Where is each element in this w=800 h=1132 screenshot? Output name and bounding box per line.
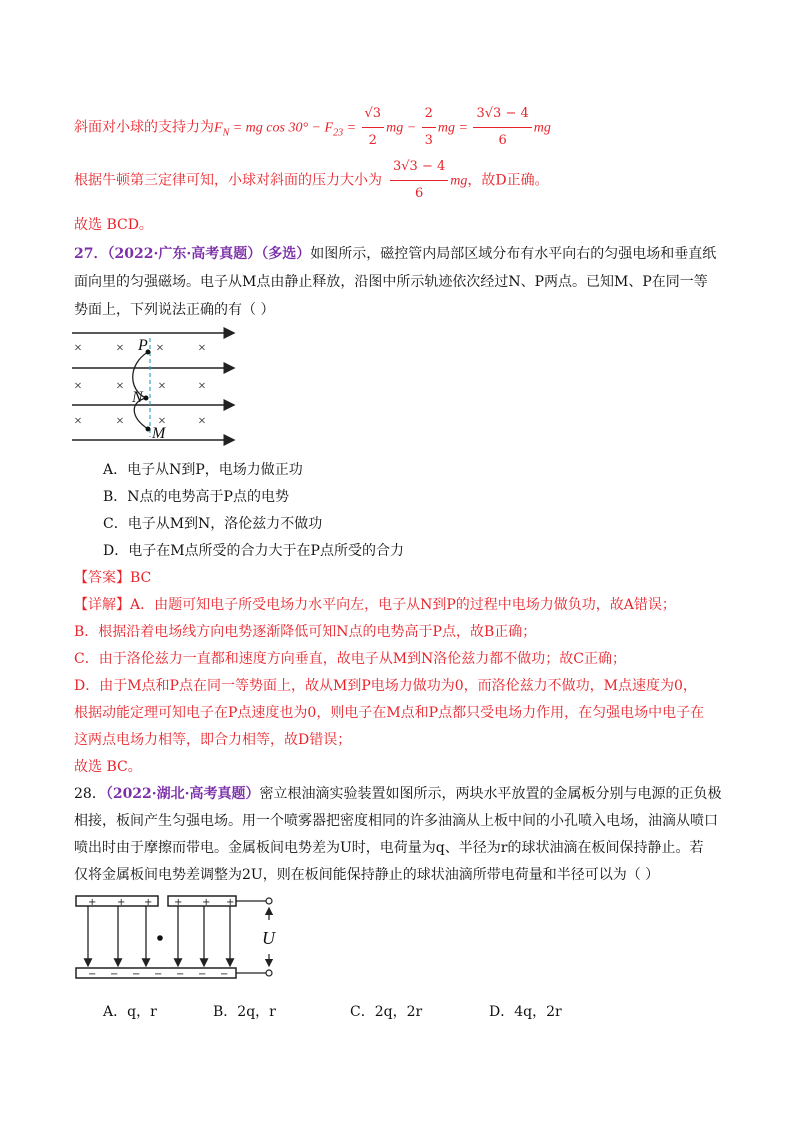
eq-term: mg − (386, 120, 420, 136)
cross-mark: × (74, 341, 82, 356)
frac-num: 3√3 − 4 (390, 154, 448, 181)
q27-choice: 故选 BC。 (74, 759, 142, 775)
eq-equals: = (343, 120, 360, 136)
fraction-2-over-3 (422, 101, 436, 154)
q27-line-2: 面向里的匀强磁场。电子从M点由静止释放，沿图中所示轨迹依次经过N、P两点。已知M、P在同一等 (74, 274, 708, 290)
frac-num: 3√3 − 4 (473, 101, 531, 128)
q28-line-4: 仅将金属板间电势差调整为2U，则在板间能保持静止的球状油滴所带电荷量和半径可以为（ ） (74, 867, 660, 883)
q28-source: （2022·湖北·高考真题） (105, 786, 260, 802)
label-N: N (132, 389, 143, 406)
newton-suffix: ，故D正确。 (467, 172, 549, 189)
q28-line-2: 相接，板间产生匀强电场。用一个喷雾器把密度相同的许多油滴从上板中间的小孔喷入电场，油滴从喷口 (74, 813, 718, 829)
frac-den: 6 (414, 186, 424, 201)
cross-mark: × (116, 414, 124, 429)
q28-option-d[interactable]: D．4q，2r (489, 1004, 562, 1020)
q28-text: 密立根油滴实验装置如图所示，两块水平放置的金属板分别与电源的正负极 (259, 786, 722, 802)
eq-expression: = mg cos 30° − F (229, 120, 334, 136)
q27-detail-line-5: 根据动能定理可知电子在P点速度也为0，则电子在M点和P点都只受电场力作用，在匀强电场中电子在 (74, 705, 705, 721)
detail-text: A．由题可知电子所受电场力水平向左，电子从N到P的过程中电场力做负功，故A错误； (130, 597, 676, 613)
plus-sign: + (174, 897, 183, 908)
minus-sign: − (220, 969, 229, 980)
prev-choice: 故选 BCD。 (74, 217, 153, 233)
cross-mark: × (116, 341, 124, 356)
newton-third-law-line (74, 154, 549, 207)
point-N (144, 396, 149, 401)
plus-sign: + (117, 897, 126, 908)
q27-option-c[interactable]: C．电子从M到N，洛伦兹力不做功 (103, 516, 323, 532)
cross-mark: × (156, 341, 164, 356)
q27-option-a[interactable]: A．电子从N到P，电场力做正功 (103, 462, 303, 478)
eq-term: mg = (437, 120, 472, 136)
cross-mark: × (74, 379, 82, 394)
frac-num: 2 (422, 101, 436, 128)
cross-mark: × (158, 379, 166, 394)
q27-answer: 【答案】BC (74, 570, 152, 586)
fraction-sqrt3-over-2 (362, 101, 385, 154)
q28-option-a[interactable]: A．q，r (103, 1004, 157, 1020)
eq-sub-N: N (222, 127, 230, 139)
support-force-equation (74, 101, 551, 154)
q27-detail-line-6: 这两点电场力相等，即合力相等，故D错误； (74, 732, 352, 748)
minus-sign: − (176, 969, 185, 980)
eq-term: mg (450, 173, 468, 189)
q27-line-3: 势面上，下列说法正确的有（ ） (74, 302, 275, 318)
magnetron-figure (68, 322, 248, 450)
eq-symbol-F: F (214, 120, 223, 136)
crosses (74, 341, 206, 429)
frac-den: 3 (424, 133, 433, 148)
frac-den: 2 (368, 133, 377, 148)
minus-sign: − (132, 969, 141, 980)
q27-detail-line-2: B．根据沿着电场线方向电势逐渐降低可知N点的电势高于P点，故B正确； (74, 624, 537, 640)
point-M (146, 427, 151, 432)
q27-number: 27． (74, 246, 108, 262)
detail-label: 【详解】 (74, 597, 130, 613)
q27-detail-line-1 (74, 594, 676, 614)
q28-option-c[interactable]: C．2q，2r (350, 1004, 423, 1020)
minus-sign: − (88, 969, 97, 980)
minus-sign: − (154, 969, 163, 980)
cross-mark: × (116, 379, 124, 394)
plus-sign: + (88, 897, 97, 908)
oil-drop (157, 935, 163, 941)
cross-mark: × (74, 414, 82, 429)
cross-mark: × (198, 414, 206, 429)
q27-detail-line-3: C．由于洛伦兹力一直都和速度方向垂直，故电子从M到N洛伦兹力都不做功；故C正确； (74, 651, 627, 667)
millikan-figure (70, 888, 290, 984)
q27-source: （2022·广东·高考真题）（多选） (107, 246, 311, 262)
label-U: U (262, 928, 275, 948)
plus-sign: + (226, 897, 235, 908)
cross-mark: × (158, 414, 166, 429)
q27-option-d[interactable]: D．电子在M点所受的合力大于在P点所受的合力 (103, 543, 404, 559)
frac-num: √3 (362, 101, 385, 128)
q28-line-3: 喷出时由于摩擦而带电。金属板间电势差为U时，电荷量为q、半径为r的球状油滴在板间保持静止。若 (74, 840, 704, 856)
q28-line-1 (74, 783, 722, 803)
terminal-bottom (266, 970, 272, 976)
q28-number: 28． (74, 786, 106, 802)
pressure-fraction (390, 154, 448, 207)
cross-mark: × (198, 341, 206, 356)
minus-sign: − (198, 969, 207, 980)
plus-sign: + (202, 897, 211, 908)
q27-line-1 (74, 243, 716, 263)
label-M: M (152, 425, 166, 442)
q27-detail-line-4: D．由于M点和P点在同一等势面上，故从M到P电场力做功为0，而洛伦兹力不做功，M点速度为0， (74, 678, 697, 694)
minus-sign: − (110, 969, 119, 980)
eq-sub-23: 23 (333, 127, 344, 139)
newton-prefix: 根据牛顿第三定律可知，小球对斜面的压力大小为 (74, 172, 382, 189)
frac-den: 6 (498, 133, 507, 148)
q27-text: 如图所示，磁控管内局部区域分布有水平向右的匀强电场和垂直纸 (310, 246, 717, 262)
equation-prefix: 斜面对小球的支持力为 (74, 119, 214, 136)
terminal-top (266, 898, 272, 904)
label-P: P (138, 337, 148, 354)
cross-mark: × (198, 379, 206, 394)
q27-option-b[interactable]: B．N点的电势高于P点的电势 (103, 489, 289, 505)
q28-option-b[interactable]: B．2q，r (213, 1004, 276, 1020)
plus-sign: + (144, 897, 153, 908)
field-lines (72, 333, 234, 440)
eq-term: mg (533, 120, 551, 136)
fraction-result (473, 101, 531, 154)
